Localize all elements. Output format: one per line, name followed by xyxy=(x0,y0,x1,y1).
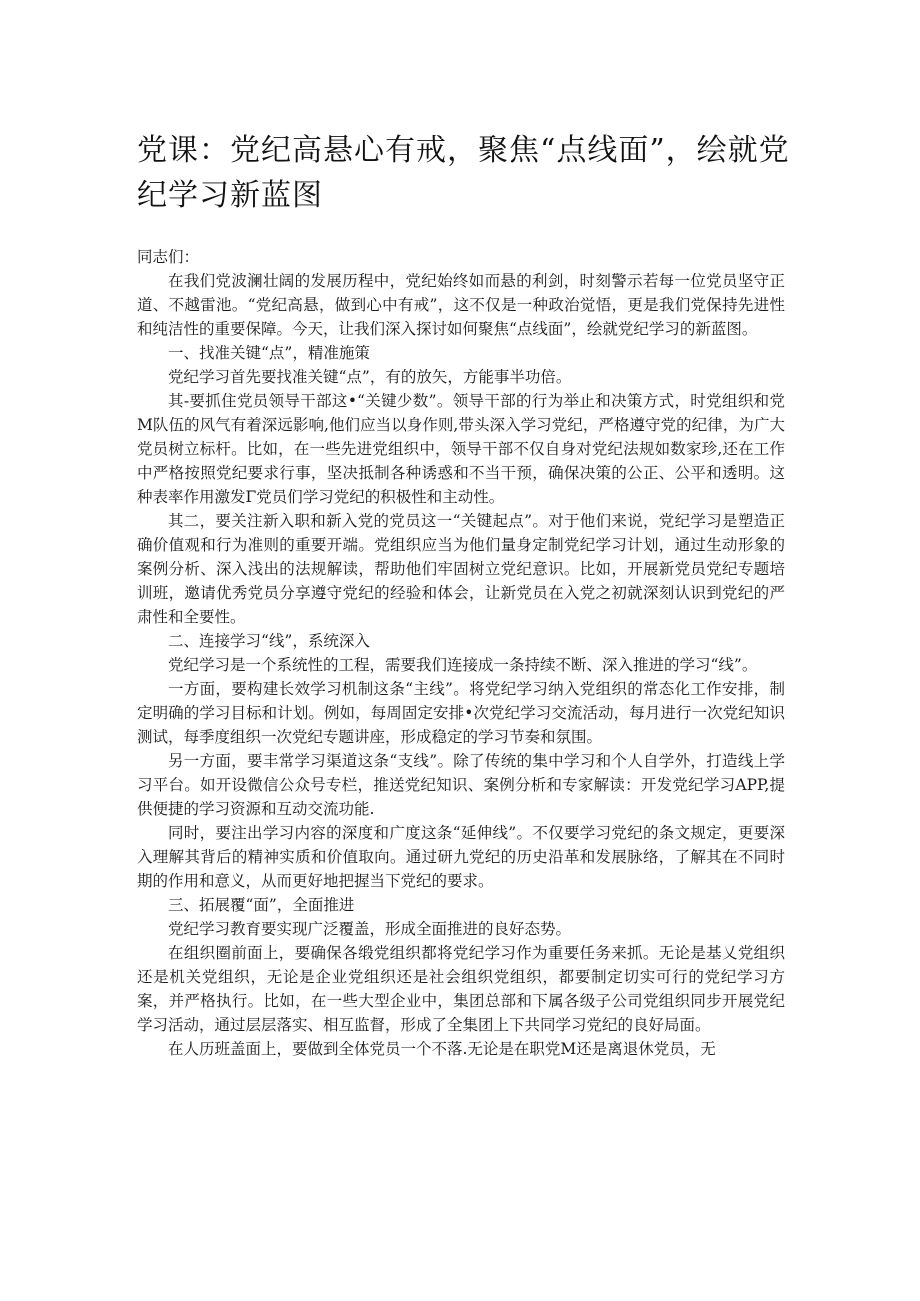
document-title: 党课：党纪高悬心有戒，聚焦“点线面”，绘就党纪学习新蓝图 xyxy=(137,133,790,213)
paragraph: 其-要抓住党员领导干部这•“关键少数”。领导干部的行为举止和决策方式，时党组织和党M队伍的风气有着深远影响,他们应当以身作则,带头深入学习党纪，严格遵守党的纪律，为广大党员树立标杆。比如，在一些先进党组织中，领导干部不仅自身对党纪法规如数家珍,还在工作中严格按照党纪要求行事，坚决抵制各种诱惑和不当干预，确保决策的公正、公平和透明。这种表率作用激发Γ党员们学习党纪的积极性和主动性。 xyxy=(137,392,785,506)
section-heading-1: 一、找准关键“点”，精准施策 xyxy=(168,344,370,362)
paragraph: 一方面，要构建长效学习机制这条“主线”。将党纪学习纳入党组织的常态化工作安排，制定明确的学习目标和计划。例如，每周固定安排•次党纪学习交流活动，每月进行一次党纪知识测试，每季度组织一次党纪专题讲座，形成稳定的学习节奏和氛围。 xyxy=(137,680,785,746)
greeting: 同志们： xyxy=(137,248,200,266)
paragraph: 党纪学习教育要实现广泛覆盖，形成全面推进的良好态势。 xyxy=(168,920,572,938)
document-body xyxy=(137,245,785,1061)
section-heading-3: 三、拓展覆“面”，全面推进 xyxy=(168,896,355,914)
paragraph: 在组织圈前面上，要确保各缎党组织都将党纪学习作为重要任务来抓。无论是基乂党组织还是机关党组织，无论是企业党组织还是社会组织党组织，都要制定切实可行的党纪学习方案，并严格执行。比如，在一些大型企业中，集团总部和下属各级子公司党组织同步开展党纪学习活动，通过层层落实、相互监督，形成了全集团上下共同学习党纪的良好局面。 xyxy=(137,944,785,1034)
paragraph: 在人历班盖面上，要做到全体党员一个不落.无论是在职党M还是离退休党员，无 xyxy=(168,1040,716,1058)
paragraph: 同时，要注出学习内容的深度和广度这条“延伸线”。不仅要学习党纪的条文规定，更要深入理解其背后的精神实质和价值取向。通过研九党纪的历史沿革和发展脉络，了解其在不同时期的作用和意义，从而更好地把握当下党纪的要求。 xyxy=(137,824,785,890)
paragraph-intro: 在我们党波澜壮阔的发展历程中，党纪始终如而悬的利剑，时刻警示若每一位党员坚守正道、不越雷池。“党纪高悬，做到心中有戒”，这不仅是一种政治觉悟，更是我们党保持先进性和纯洁性的重要保障。今天，让我们深入探讨如何聚焦“点线面”，绘就党纪学习的新蓝图。 xyxy=(137,272,785,338)
paragraph: 其二，要关注新入职和新入党的党员这一“关键起点”。对于他们来说，党纪学习是塑造正确价值观和行为准则的重要开端。党组织应当为他们量身定制党纪学习计划，通过生动形象的案例分析、深入浅出的法规解读，帮助他们牢固树立党纪意识。比如，开展新党员党纪专题培训班，邀请优秀党员分享遵守党纪的经验和体会，让新党员在入党之初就深刻认识到党纪的严肃性和全要性。 xyxy=(137,512,785,626)
paragraph: 党纪学习首先要找准关键“点”，有的放矢，方能事半功倍。 xyxy=(168,368,572,386)
section-heading-2: 二、连接学习“线”，系统深入 xyxy=(168,632,370,650)
paragraph: 另一方面，要丰常学习渠道这条“支线”。除了传统的集中学习和个人自学外，打造线上学习平台。如开设微信公众号专栏，推送党纪知识、案例分析和专家解读：开发党纪学习APP,提供便捷的学习资源和互动交流功能. xyxy=(137,752,785,818)
paragraph: 党纪学习是一个系统性的工程，需要我们连接成一条持续不断、深入推进的学习“线”。 xyxy=(168,656,758,674)
